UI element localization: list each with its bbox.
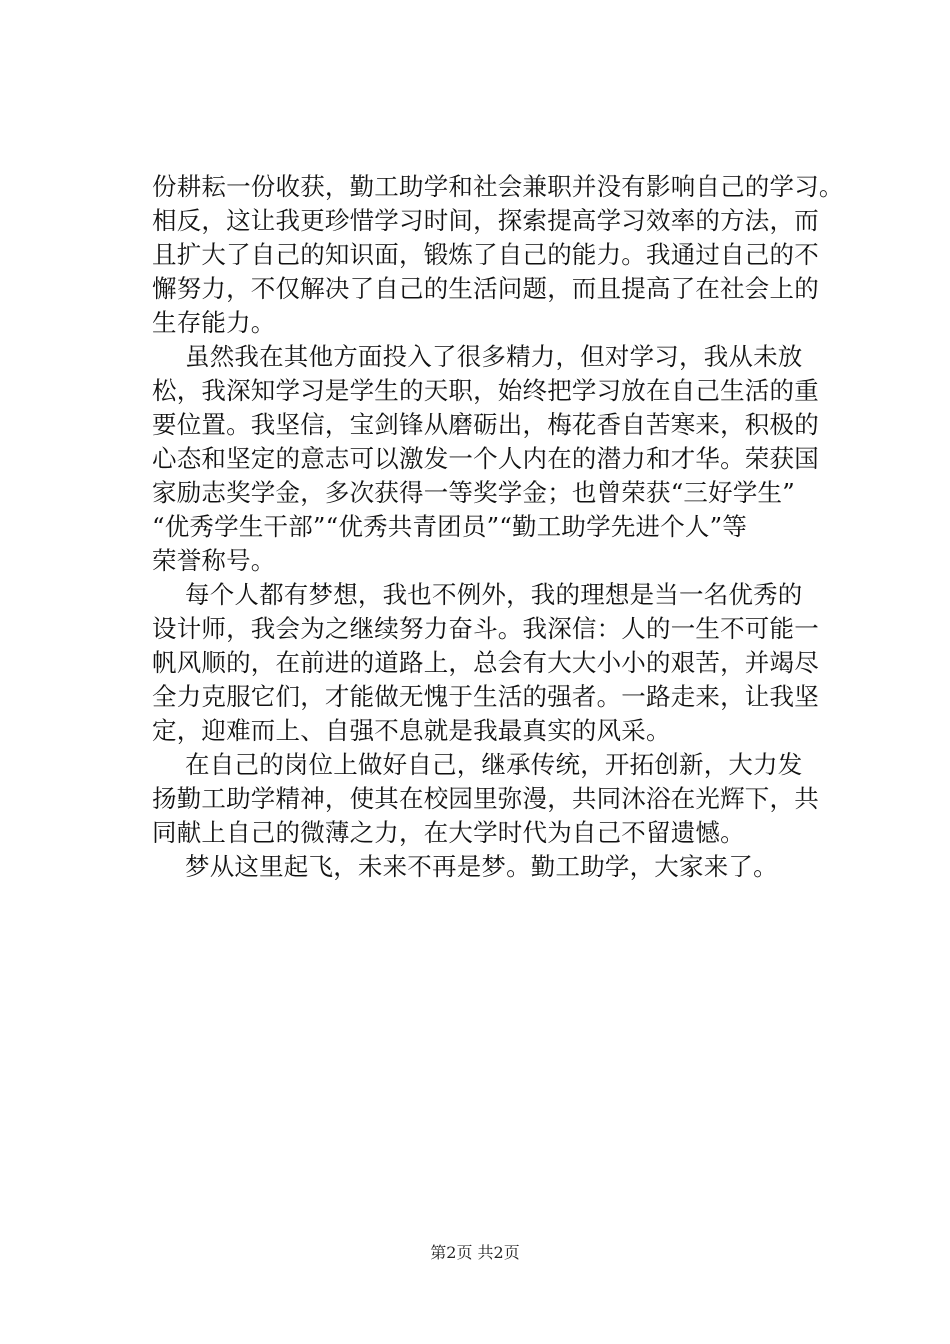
text-line: 要位置。我坚信，宝剑锋从磨砺出，梅花香自苦寒来，积极的 <box>152 410 819 439</box>
text-line: 家励志奖学金，多次获得一等奖学金；也曾荣获“三好学生” <box>152 478 795 507</box>
text-line: 同献上自己的微薄之力，在大学时代为自己不留遗憾。 <box>152 818 745 847</box>
paragraph-start-line: 在自己的岗位上做好自己，继承传统，开拓创新，大力发 <box>185 750 803 779</box>
text-line: 相反，这让我更珍惜学习时间，探索提高学习效率的方法，而 <box>152 206 819 235</box>
text-line: 全力克服它们，才能做无愧于生活的强者。一路走来，让我坚 <box>152 682 819 711</box>
paragraph-start-line: 每个人都有梦想，我也不例外，我的理想是当一名优秀的 <box>185 580 803 609</box>
text-line: 定，迎难而上、自强不息就是我最真实的风采。 <box>152 716 671 745</box>
body-text <box>152 170 844 884</box>
text-line: 份耕耘一份收获，勤工助学和社会兼职并没有影响自己的学习。 <box>152 172 844 201</box>
text-line: 且扩大了自己的知识面，锻炼了自己的能力。我通过自己的不 <box>152 240 819 269</box>
text-line: 帆风顺的，在前进的道路上，总会有大大小小的艰苦，并竭尽 <box>152 648 819 677</box>
text-line: 设计师，我会为之继续努力奋斗。我深信：人的一生不可能一 <box>152 614 819 643</box>
paragraph-start-line: 虽然我在其他方面投入了很多精力，但对学习，我从未放 <box>185 342 803 371</box>
paragraph-start-line: 梦从这里起飞，未来不再是梦。勤工助学，大家来了。 <box>185 852 778 881</box>
text-line: 扬勤工助学精神，使其在校园里弥漫，共同沐浴在光辉下，共 <box>152 784 819 813</box>
text-line: “优秀学生干部”“优秀共青团员”“勤工助学先进个人”等 <box>152 512 748 541</box>
text-line: 懈努力，不仅解决了自己的生活问题，而且提高了在社会上的 <box>152 274 819 303</box>
text-line: 松，我深知学习是学生的天职，始终把学习放在自己生活的重 <box>152 376 819 405</box>
text-line: 荣誉称号。 <box>152 546 276 575</box>
page-number-footer: 第2页 共2页 <box>430 1243 520 1262</box>
text-line: 心态和坚定的意志可以激发一个人内在的潜力和才华。荣获国 <box>152 444 819 473</box>
text-line: 生存能力。 <box>152 308 276 337</box>
